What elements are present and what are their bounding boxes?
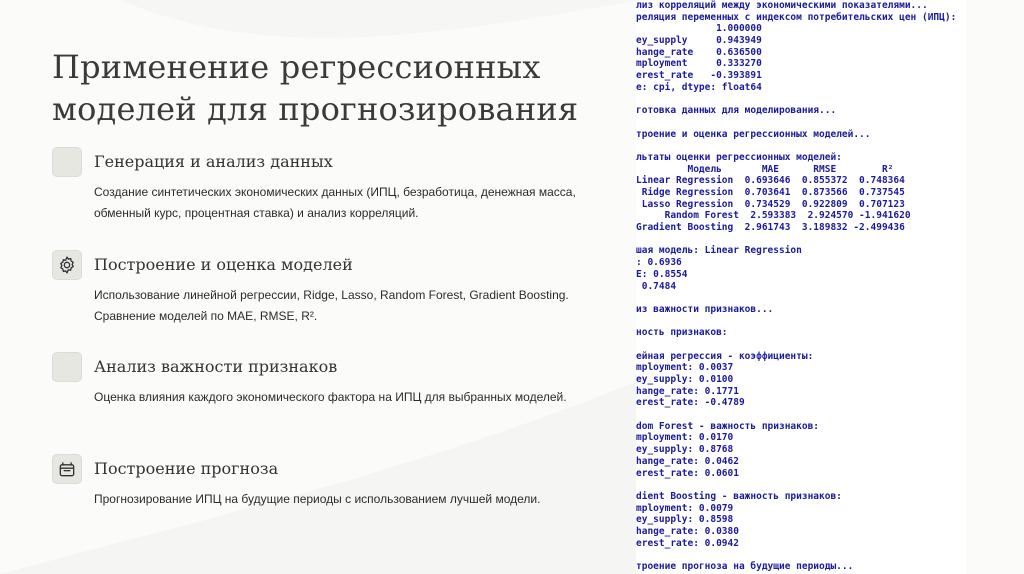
console-line: троение прогноза на будущие периоды...: [636, 561, 854, 572]
console-line: Gradient Boosting 2.961743 3.189832 -2.499436: [636, 222, 905, 234]
section-title: Построение и оценка моделей: [94, 255, 353, 274]
blank-icon: [52, 147, 82, 177]
console-line: лиз корреляций между экономическими показателями...: [636, 0, 928, 11]
console-line: ey_supply: 0.0100: [636, 374, 734, 385]
console-line: dient Boosting - важность признаков:: [636, 490, 842, 502]
console-line: dom Forest - важность признаков:: [636, 420, 820, 432]
console-line: Модель MAE RMSE R²: [636, 163, 894, 175]
console-line: [636, 292, 966, 304]
calendar-icon: [52, 454, 82, 484]
blank-icon: [52, 352, 82, 382]
console-line: шая модель: Linear Regression: [636, 245, 802, 257]
console-output-screenshot: [636, 0, 966, 574]
console-line: erest_rate: 0.0942: [636, 537, 739, 549]
section-title: Анализ важности признаков: [94, 357, 338, 376]
console-line: hange_rate: 0.0380: [636, 525, 739, 537]
console-line: Linear Regression 0.693646 0.855372 0.748364: [636, 175, 905, 187]
console-line: E: 0.8554: [636, 268, 688, 280]
console-line: [636, 234, 966, 246]
console-line: hange_rate: 0.1771: [636, 385, 739, 397]
console-line: 0.7484: [636, 280, 677, 292]
console-line: : 0.6936: [636, 257, 682, 269]
console-line: из важности признаков...: [636, 303, 774, 315]
section-description: Создание синтетических экономических данных (ИПЦ, безработица, денежная масса, обменный курс, процентная ставка) и анализ корреляций.: [94, 185, 576, 220]
section-description: Оценка влияния каждого экономического фактора на ИПЦ для выбранных моделей.: [94, 390, 567, 404]
console-line: [636, 316, 966, 328]
console-line: ность признаков:: [636, 327, 728, 339]
console-line: e: cpi, dtype: float64: [636, 81, 762, 93]
console-line: ey_supply 0.943949: [636, 35, 762, 47]
console-line: erest_rate: -0.4789: [636, 397, 745, 409]
console-line: [636, 339, 966, 351]
console-line: ey_supply: 0.8598: [636, 514, 734, 526]
section-title: Построение прогноза: [94, 459, 279, 478]
console-line: ейная регрессия - коэффициенты:: [636, 350, 814, 362]
console-line: hange_rate: 0.0462: [636, 455, 739, 467]
console-line: mployment 0.333270: [636, 58, 762, 70]
console-line: льтаты оценки регрессионных моделей:: [636, 151, 842, 163]
console-line: троение и оценка регрессионных моделей...: [636, 128, 871, 140]
console-line: [636, 94, 966, 106]
console-line: mployment: 0.0037: [636, 362, 734, 374]
console-line: реляция переменных с индексом потребительских цен (ИПЦ):: [636, 11, 957, 23]
section-description: Прогнозирование ИПЦ на будущие периоды с использованием лучшей модели.: [94, 492, 541, 506]
console-line: [636, 479, 966, 491]
console-line: [636, 140, 966, 152]
console-line: erest_rate: 0.0601: [636, 467, 739, 479]
slide-title: Применение регрессионных моделей для прогнозирования: [52, 48, 579, 128]
console-line: hange_rate 0.636500: [636, 46, 762, 58]
console-line: Random Forest 2.593383 2.924570 -1.941620: [636, 210, 911, 222]
console-line: 1.000000: [636, 23, 762, 35]
console-line: mployment: 0.0170: [636, 432, 734, 444]
console-line: Ridge Regression 0.703641 0.873566 0.737545: [636, 187, 905, 198]
gear-icon: [52, 250, 82, 280]
console-line: erest_rate -0.393891: [636, 70, 762, 82]
console-line: [636, 549, 966, 561]
console-line: [636, 117, 966, 129]
console-line: mployment: 0.0079: [636, 502, 734, 514]
console-line: [636, 409, 966, 421]
section-title: Генерация и анализ данных: [94, 152, 333, 171]
section-description: Использование линейной регрессии, Ridge, Lasso, Random Forest, Gradient Boosting. Сравнение моделей по MAE, RMSE, R².: [94, 288, 569, 323]
console-line: Lasso Regression 0.734529 0.922809 0.707123: [636, 198, 905, 210]
console-line: готовка данных для моделирования...: [636, 105, 837, 117]
console-line: ey_supply: 0.8768: [636, 444, 734, 456]
